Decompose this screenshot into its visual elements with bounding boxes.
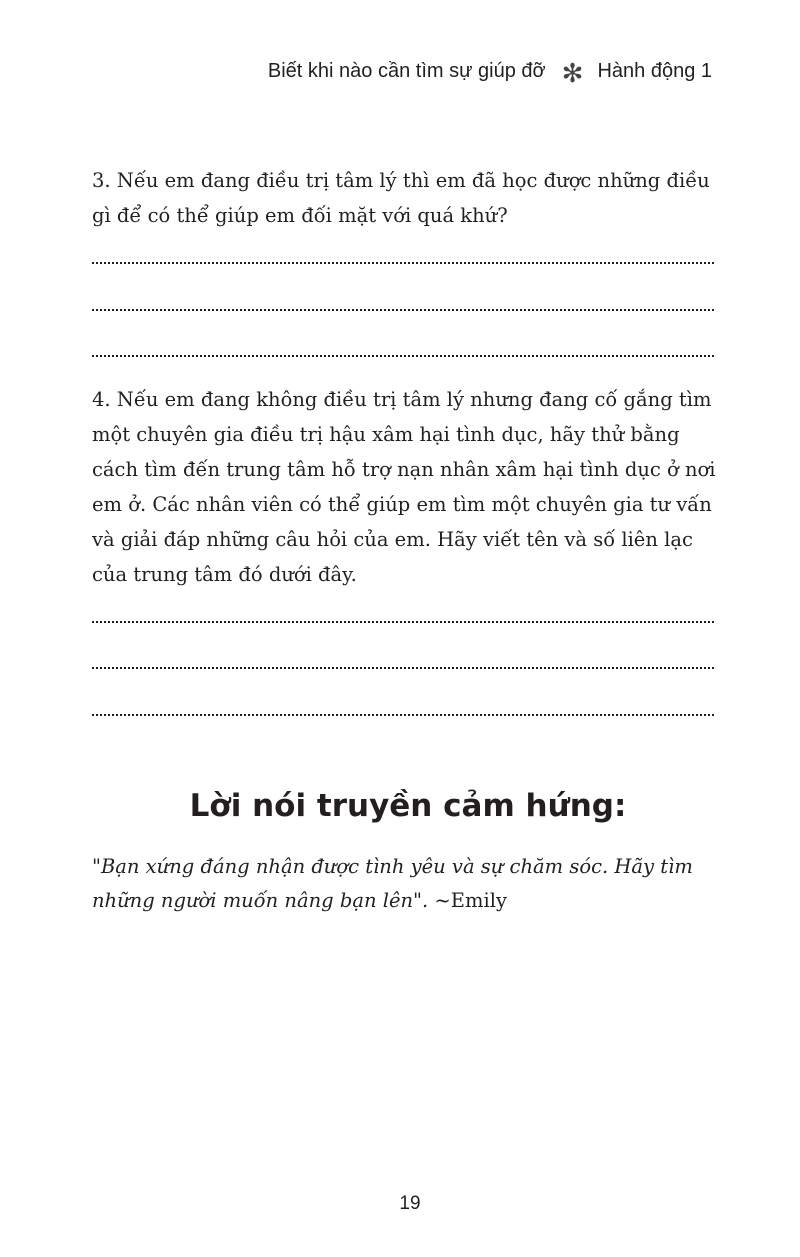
inspiration-heading: Lời nói truyền cảm hứng: <box>189 788 627 824</box>
asterisk-separator-icon: ✻ <box>561 58 584 88</box>
answer-line[interactable] <box>92 355 714 357</box>
quote-text: "Bạn xứng đáng nhận được tình yêu và sự chăm sóc. Hãy tìm những người muốn nâng bạn lên". <box>92 855 693 912</box>
section-title: Hành động 1 <box>597 59 712 82</box>
answer-line[interactable] <box>92 714 714 716</box>
question-4: 4. Nếu em đang không điều trị tâm lý nhưng đang cố gắng tìm một chuyên gia điều trị hậu xâm hại tình dục, hãy thử bằng cách tìm đến trung tâm hỗ trợ nạn nhân xâm hại tình dục ở nơi em ở. Các nhân viên có thể giúp em tìm một chuyên gia tư vấn và giải đáp những câu hỏi của em. Hãy viết tên và số liên lạc của trung tâm đó dưới đây. <box>92 388 716 586</box>
answer-line[interactable] <box>92 309 714 311</box>
quote-author: ~Emily <box>428 889 507 912</box>
answer-line[interactable] <box>92 621 714 623</box>
inspiration-quote <box>92 850 722 918</box>
chapter-title: Biết khi nào cần tìm sự giúp đỡ <box>267 59 546 82</box>
question-3: 3. Nếu em đang điều trị tâm lý thì em đã học được những điều gì để có thể giúp em đối mặt với quá khứ? <box>92 169 710 227</box>
running-header <box>267 58 712 88</box>
page-number: 19 <box>399 1193 421 1214</box>
answer-line[interactable] <box>92 667 714 669</box>
answer-line[interactable] <box>92 262 714 264</box>
